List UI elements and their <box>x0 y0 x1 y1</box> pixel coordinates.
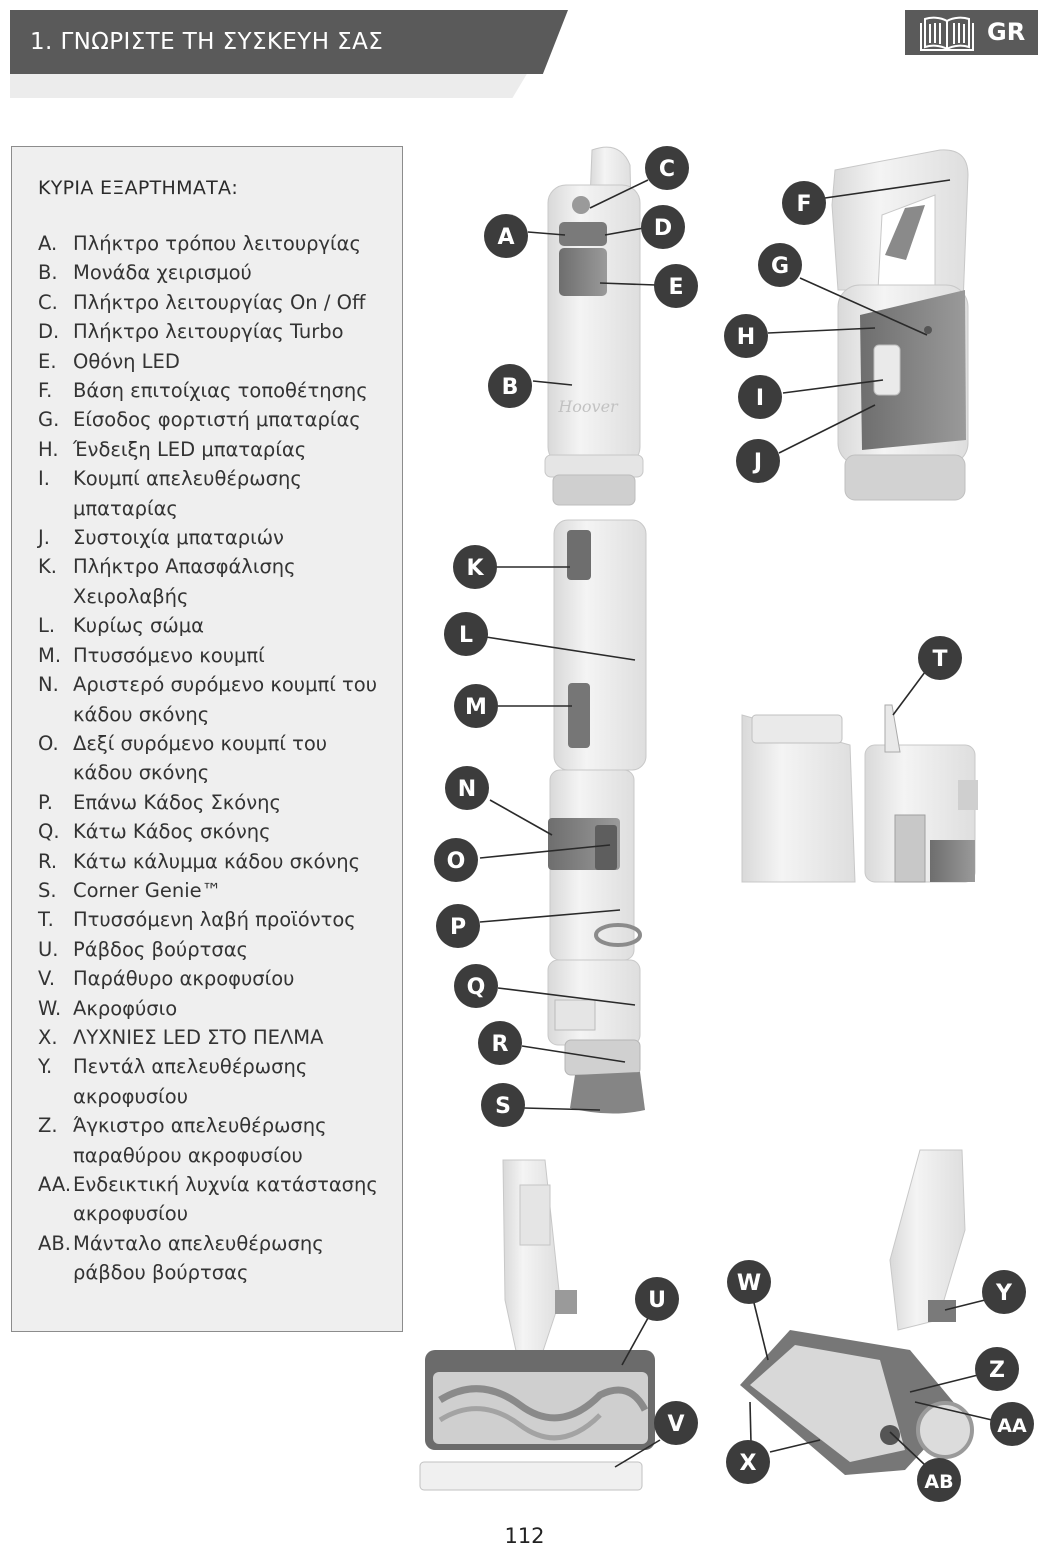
svg-text:Hoover: Hoover <box>558 397 618 416</box>
callout-m <box>454 684 498 728</box>
parts-list-item <box>38 611 398 640</box>
svg-text:H: H <box>736 325 756 350</box>
part-letter: K. <box>38 555 57 579</box>
svg-text:S: S <box>495 1094 511 1119</box>
callout-a <box>484 214 528 258</box>
part-letter: U. <box>38 937 59 961</box>
parts-list-item <box>38 788 398 817</box>
callout-f <box>782 181 826 225</box>
main-parts-panel <box>11 146 403 1332</box>
svg-text:Z: Z <box>989 1358 1005 1383</box>
folding-handle-detail <box>742 705 978 882</box>
svg-text:I: I <box>755 386 765 411</box>
callout-c <box>645 146 689 190</box>
handheld-unit-front <box>545 147 643 505</box>
svg-text:P: P <box>449 915 467 940</box>
svg-text:N: N <box>457 777 477 802</box>
part-letter: R. <box>38 849 58 873</box>
parts-list-item <box>38 552 398 611</box>
part-description: Βάση επιτοίχιας τοποθέτησης <box>73 379 368 403</box>
callout-i <box>738 375 782 419</box>
part-description: Οθόνη LED <box>73 349 180 373</box>
part-description: Πλήκτρο λειτουργίας On / Off <box>73 290 366 314</box>
part-description: Αριστερό συρόμενο κουμπί του κάδου σκόνης <box>73 673 377 726</box>
callout-j <box>736 439 780 483</box>
callout-v <box>654 1401 698 1445</box>
parts-list-item <box>38 994 398 1023</box>
part-description: Παράθυρο ακροφυσίου <box>73 967 295 991</box>
parts-list-item <box>38 847 398 876</box>
callout-r <box>478 1021 522 1065</box>
part-letter: P. <box>38 790 53 814</box>
callout-l <box>444 612 488 656</box>
parts-list <box>38 229 398 1288</box>
header-shadow <box>10 72 528 98</box>
part-description: Μονάδα χειρισμού <box>73 261 252 285</box>
svg-text:AB: AB <box>924 1471 954 1493</box>
parts-list-item <box>38 317 398 346</box>
parts-list-item <box>38 435 398 464</box>
part-letter: B. <box>38 261 58 285</box>
part-description: Πτυσσόμενη λαβή προϊόντος <box>73 908 356 932</box>
parts-list-item <box>38 347 398 376</box>
callout-u <box>635 1277 679 1321</box>
nozzle-side-view <box>740 1150 972 1475</box>
svg-text:F: F <box>796 192 812 217</box>
part-letter: C. <box>38 290 58 314</box>
product-diagram <box>410 130 1049 1510</box>
part-description: Κουμπί απελευθέρωσης μπαταρίας <box>73 467 302 520</box>
svg-text:W: W <box>736 1271 762 1296</box>
section-title: 1. ΓΝΩΡΙΣΤΕ ΤΗ ΣΥΣΚΕΥΗ ΣΑΣ <box>30 29 384 55</box>
part-description: Επάνω Κάδος Σκόνης <box>73 790 281 814</box>
part-letter: F. <box>38 379 53 403</box>
callout-x <box>726 1440 770 1484</box>
callout-o <box>434 838 478 882</box>
part-description: Πτυσσόμενο κουμπί <box>73 643 265 667</box>
callout-d <box>641 205 685 249</box>
parts-list-item <box>38 376 398 405</box>
svg-text:AA: AA <box>997 1415 1027 1437</box>
callout-q <box>454 964 498 1008</box>
svg-text:O: O <box>446 849 466 874</box>
part-letter: A. <box>38 232 58 255</box>
svg-text:A: A <box>497 225 515 250</box>
callout-y <box>982 1270 1026 1314</box>
part-letter: N. <box>38 673 59 697</box>
callout-ab <box>917 1458 961 1502</box>
callout-aa <box>990 1402 1034 1446</box>
part-description: Μάνταλο απελευθέρωσης ράβδου βούρτσας <box>73 1231 324 1285</box>
part-description: Κάτω κάλυμμα κάδου σκόνης <box>73 849 361 873</box>
svg-text:B: B <box>501 375 519 400</box>
part-letter: D. <box>38 320 60 344</box>
svg-text:X: X <box>739 1451 757 1476</box>
svg-text:Q: Q <box>466 975 486 1000</box>
callout-h <box>724 314 768 358</box>
parts-list-item <box>38 1023 398 1052</box>
parts-list-item <box>38 964 398 993</box>
svg-text:D: D <box>653 216 673 241</box>
part-letter: E. <box>38 349 57 373</box>
part-description: Κάτω Κάδος σκόνης <box>73 820 271 844</box>
handheld-unit-back <box>832 150 968 500</box>
part-description: Πεντάλ απελευθέρωσης ακροφυσίου <box>73 1055 308 1108</box>
callout-t <box>918 636 962 680</box>
callout-e <box>654 264 698 308</box>
parts-list-item <box>38 523 398 552</box>
part-letter: W. <box>38 996 62 1020</box>
part-description: Ακροφύσιο <box>73 996 178 1020</box>
callout-w <box>727 1260 771 1304</box>
callout-k <box>453 545 497 589</box>
parts-list-item <box>38 817 398 846</box>
part-letter: M. <box>38 643 62 667</box>
language-badge <box>905 10 1038 55</box>
svg-text:Y: Y <box>996 1281 1012 1306</box>
svg-text:E: E <box>668 275 684 300</box>
parts-list-item <box>38 670 398 729</box>
part-letter: J. <box>38 526 50 550</box>
svg-text:J: J <box>753 450 763 475</box>
callout-z <box>975 1347 1019 1391</box>
svg-text:V: V <box>667 1412 685 1437</box>
part-letter: H. <box>38 437 59 461</box>
part-letter: Y. <box>38 1055 53 1079</box>
part-letter: Z. <box>38 1114 58 1138</box>
svg-text:T: T <box>932 647 948 672</box>
parts-list-item <box>38 905 398 934</box>
book-icon <box>919 14 975 52</box>
part-letter: V. <box>38 967 56 991</box>
svg-text:M: M <box>465 695 487 720</box>
part-letter: X. <box>38 1025 58 1049</box>
callout-b <box>488 364 532 408</box>
part-description: Συστοιχία μπαταριών <box>73 526 284 550</box>
parts-list-item <box>38 876 398 905</box>
part-description: Πλήκτρο λειτουργίας Turbo <box>73 320 344 344</box>
callout-s <box>481 1083 525 1127</box>
language-code: GR <box>987 18 1026 46</box>
part-description: Κυρίως σώμα <box>73 614 204 638</box>
parts-list-item <box>38 464 398 523</box>
parts-heading: ΚΥΡΙΑ ΕΞΑΡΤΗΜΑΤΑ: <box>38 177 239 199</box>
parts-list-item <box>38 1052 398 1111</box>
parts-list-item <box>38 1111 398 1170</box>
parts-list-item <box>38 405 398 434</box>
parts-list-item <box>38 258 398 287</box>
callout-g <box>758 243 802 287</box>
main-body-stick <box>548 520 646 1114</box>
part-description: Άγκιστρο απελευθέρωσης παραθύρου ακροφυσίου <box>73 1114 327 1167</box>
part-letter: AA. <box>38 1173 72 1196</box>
svg-text:G: G <box>770 254 790 279</box>
part-letter: G. <box>38 408 60 432</box>
parts-list-item <box>38 1170 398 1229</box>
part-letter: I. <box>38 467 50 491</box>
svg-text:C: C <box>658 157 676 182</box>
part-description: Είσοδος φορτιστή μπαταρίας <box>73 408 361 432</box>
part-description: Ενδεικτική λυχνία κατάστασης ακροφυσίου <box>73 1173 378 1226</box>
part-letter: AB. <box>38 1231 71 1255</box>
part-description: Πλήκτρο τρόπου λειτουργίας <box>73 232 361 255</box>
parts-list-item <box>38 641 398 670</box>
svg-text:L: L <box>458 623 474 648</box>
svg-text:U: U <box>648 1288 666 1313</box>
parts-list-item <box>38 935 398 964</box>
part-description: Πλήκτρο Απασφάλισης Χειρολαβής <box>73 555 296 608</box>
callout-n <box>445 766 489 810</box>
part-letter: L. <box>38 614 56 638</box>
svg-text:R: R <box>491 1032 509 1057</box>
part-letter: T. <box>38 908 54 932</box>
part-letter: Q. <box>38 820 60 844</box>
part-description: ΛΥΧΝΙΕΣ LED ΣΤΟ ΠΕΛΜΑ <box>73 1025 324 1049</box>
part-description: Ένδειξη LED μπαταρίας <box>73 437 307 461</box>
part-description: Ράβδος βούρτσας <box>73 937 248 961</box>
page-number: 112 <box>504 1524 545 1548</box>
parts-list-item <box>38 288 398 317</box>
callout-p <box>436 904 480 948</box>
part-description: Δεξί συρόμενο κουμπί του κάδου σκόνης <box>73 731 328 785</box>
svg-text:K: K <box>466 556 484 581</box>
nozzle-front-view <box>420 1160 655 1490</box>
parts-list-item <box>38 729 398 788</box>
parts-list-item <box>38 1229 398 1288</box>
part-letter: S. <box>38 878 57 902</box>
parts-list-item <box>38 229 398 258</box>
part-letter: O. <box>38 731 59 755</box>
part-description: Corner Genie™ <box>73 878 222 902</box>
